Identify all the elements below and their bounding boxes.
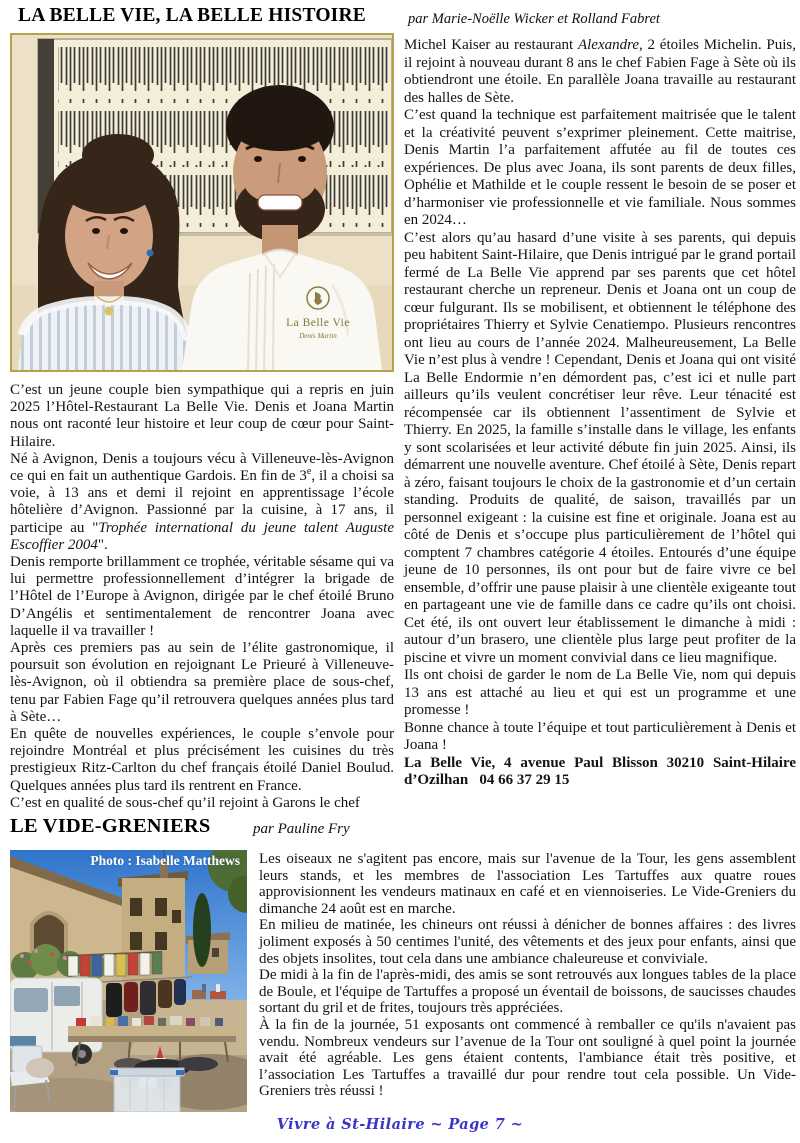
address-line: La Belle Vie, 4 avenue Paul Blisson 30210 Saint-Hilaire d’Ozilhan 04 66 37 29 15 [404, 754, 800, 788]
paragraph: Ils ont choisi de garder le nom de La Belle Vie, nom qui depuis 13 ans est attaché au lieu et qui est un programme et une promesse ! [404, 667, 796, 718]
jacket-brand-text: La Belle Vie [286, 317, 350, 329]
paragraph: Après ces premiers pas au sein de l’élite gastronomique, il poursuit son évolution en rejoignant Le Prieuré à Villeneuve-lès-Avignon, où il obtiendra sa première place de sous-chef, tenu par Fabien Fage qu’il retrouvera quelques années plus tard à Sète… [10, 640, 394, 725]
paragraph: Les oiseaux ne s'agitent pas encore, mais sur l'avenue de la Tour, les gens assemblent leurs stands, et les membres de l'association Les Tartuffes aux quatre roues approvisionnent les vendeurs matinaux en café et en viennoiseries. Le Vide-Greniers du dimanche 24 août est en marche. [259, 851, 796, 917]
article1-title: LA BELLE VIE, LA BELLE HISTOIRE [18, 5, 366, 26]
article2-title: LE VIDE-GRENIERS [10, 815, 211, 837]
paragraph: Bonne chance à toute l’équipe et tout particulièrement à Denis et Joana ! [404, 719, 796, 753]
vide-greniers-photo [10, 850, 247, 1112]
paragraph: Denis remporte brillamment ce trophée, véritable sésame qui va lui permettre professionnellement d’intégrer la brigade de l’Hôtel de l’Europe à Avignon, dirigée par le chef étoilé Bruno D’Angélis et sentimentalement de rencontrer Joana avec laquelle il va travailler ! [10, 554, 394, 639]
paragraph: C’est en qualité de sous-chef qu’il rejoint à Garons le chef [10, 794, 360, 811]
page-footer: Vivre à St-Hilaire ~ Page 7 ~ [276, 1116, 524, 1133]
paragraph: Michel Kaiser au restaurant Alexandre, 2 étoiles Michelin. Puis, il rejoint à nouveau durant 8 ans le chef Fabien Fage à Sète où ils obtiendront une étoile. En parallèle Joana travaille au restaurant des halles de Sète. [404, 37, 796, 106]
article1-byline: par Marie-Noëlle Wicker et Rolland Fabret [408, 11, 660, 27]
paragraph: C’est un jeune couple bien sympathique qui a repris en juin 2025 l’Hôtel-Restaurant La Belle Vie. Denis et Joana Martin nous ont raconté leur histoire et leur coup de cœur pour Saint-Hilaire. [10, 382, 394, 450]
paragraph: En milieu de matinée, les chineurs ont réussi à dénicher de bonnes affaires : des livres joliment exposés à 50 centimes l'unité, des vêtements et des jeux pour enfants, ainsi que des objets insolites, tout cela dans une ambiance chaleureuse et conviviale. [259, 917, 796, 967]
article1-left-column [10, 382, 394, 812]
vide-greniers-illustration [10, 850, 247, 1112]
paragraph: C’est quand la technique est parfaitement maitrisée que le talent et la créativité peuvent s’exprimer pleinement. Cette maitrise, Denis Martin l’a parfaitement affutée au fil de toutes ces expériences. De plus avec Joana, ils sont parents de deux filles, Ophélie et Mathilde et le couple ressent le besoin de se poser et d’harmoniser vie professionnelle et vie familiale. Nous sommes en 2024… [404, 107, 796, 228]
photo-credit-caption: Photo : Isabelle Matthews [90, 853, 240, 868]
jacket-signature-text: Denis Martin [299, 332, 337, 340]
article2-text-column [259, 851, 796, 1100]
article2-byline: par Pauline Fry [253, 821, 350, 837]
paragraph: En quête de nouvelles expériences, le couple s’envole pour rejoindre Montréal et plus précisément les cuisines du très prestigieux Ritz-Carlton du chef français étoilé Daniel Boulud. Quelques années plus tard ils rentrent en France. [10, 726, 394, 794]
couple-photo [10, 33, 394, 372]
couple-photo-illustration [12, 35, 392, 370]
paragraph: De midi à la fin de l'après-midi, des amis se sont retrouvés aux longues tables de la place de Boule, et l'équipe de Tartuffes a proposé un éventail de boissons, de saucisses chaudes sortant du gril et de frites, toujours très appréciées. [259, 967, 796, 1017]
article1-right-column [404, 37, 800, 790]
paragraph: Né à Avignon, Denis a toujours vécu à Villeneuve-lès-Avignon ce qui en fait un authentique Gardois. En fin de 3e, il a choisi sa voie, à 13 ans et demi il rejoint en apprentissage l’école hôtelière d’Avignon. Passionné par la cuisine, à 17 ans, il participe au "Trophée international du jeune talent Auguste Escoffier 2004". [10, 450, 394, 553]
paragraph: À la fin de la journée, 51 exposants ont commencé à remballer ce qu'ils n'avaient pas vendu. Nombreux vendeurs sur l’avenue de la Tour ont souligné à quel point la journée avait été agréable. Les gens étaient contents, l'ambiance était très positive, et l’association Les Tartuffes a travaillé dur pour rendre tout cela possible. Un Vide-Greniers très réussi ! [259, 1016, 796, 1100]
paragraph: C’est alors qu’au hasard d’une visite à ses parents, qui depuis peu habitent Saint-Hilaire, que Denis intrigué par le grand portail fermé de La Belle Vie apprend par ses parents que cet hôtel restaurant cherche un repreneur. Denis et Joana ont un coup de cœur fulgurant. Ils se mobilisent, et obtiennent le téléphone des propriétaires Thierry et Sylvie Cenatiempo. Plusieurs rencontres ont lieu au cours de l’année 2024. Malheureusement, La Belle Vie n’est plus à vendre ! Cependant, Denis et Joana qui ont visité La Belle Endormie n’en démordent pas, c’est ici et nulle part ailleurs qu’ils veulent concrétiser leur rêve. Leur ténacité est récompensée car ils obtiennent l’assentiment de Sylvie et Thierry. En 2025, la famille s’installe dans le village, les enfants y sont scolarisées et leur activité débute fin juin 2025. Ainsi, ils démarrent une nouvelle aventure. Chef étoilé à Sète, Denis repart à zéro, faisant toujours le choix de la gastronomie et d’un certain standing. Produits de qualité, de saison, travaillés par un personnel exigeant : la cuisine est fine et originale. Joana est au côté de Denis et s’occupe plus particulièrement de l’hôtel qui comptent 7 chambres catégorie 4 étoiles. Entourés d’une équipe jeune de 10 personnes, ils ont pour but de faire vivre ce bel ensemble, d’offrir une pause plaisir à une clientèle exigeante tout en partageant une vie de famille dans ce cadre qu’ils ont choisi. Cet été, ils ont ouvert leur établissement le dimanche à midi : autour d’un brasero, une clientèle plus large peut profiter de la piscine et vivre un moment convivial dans ce lieu magnifique. [404, 229, 796, 666]
